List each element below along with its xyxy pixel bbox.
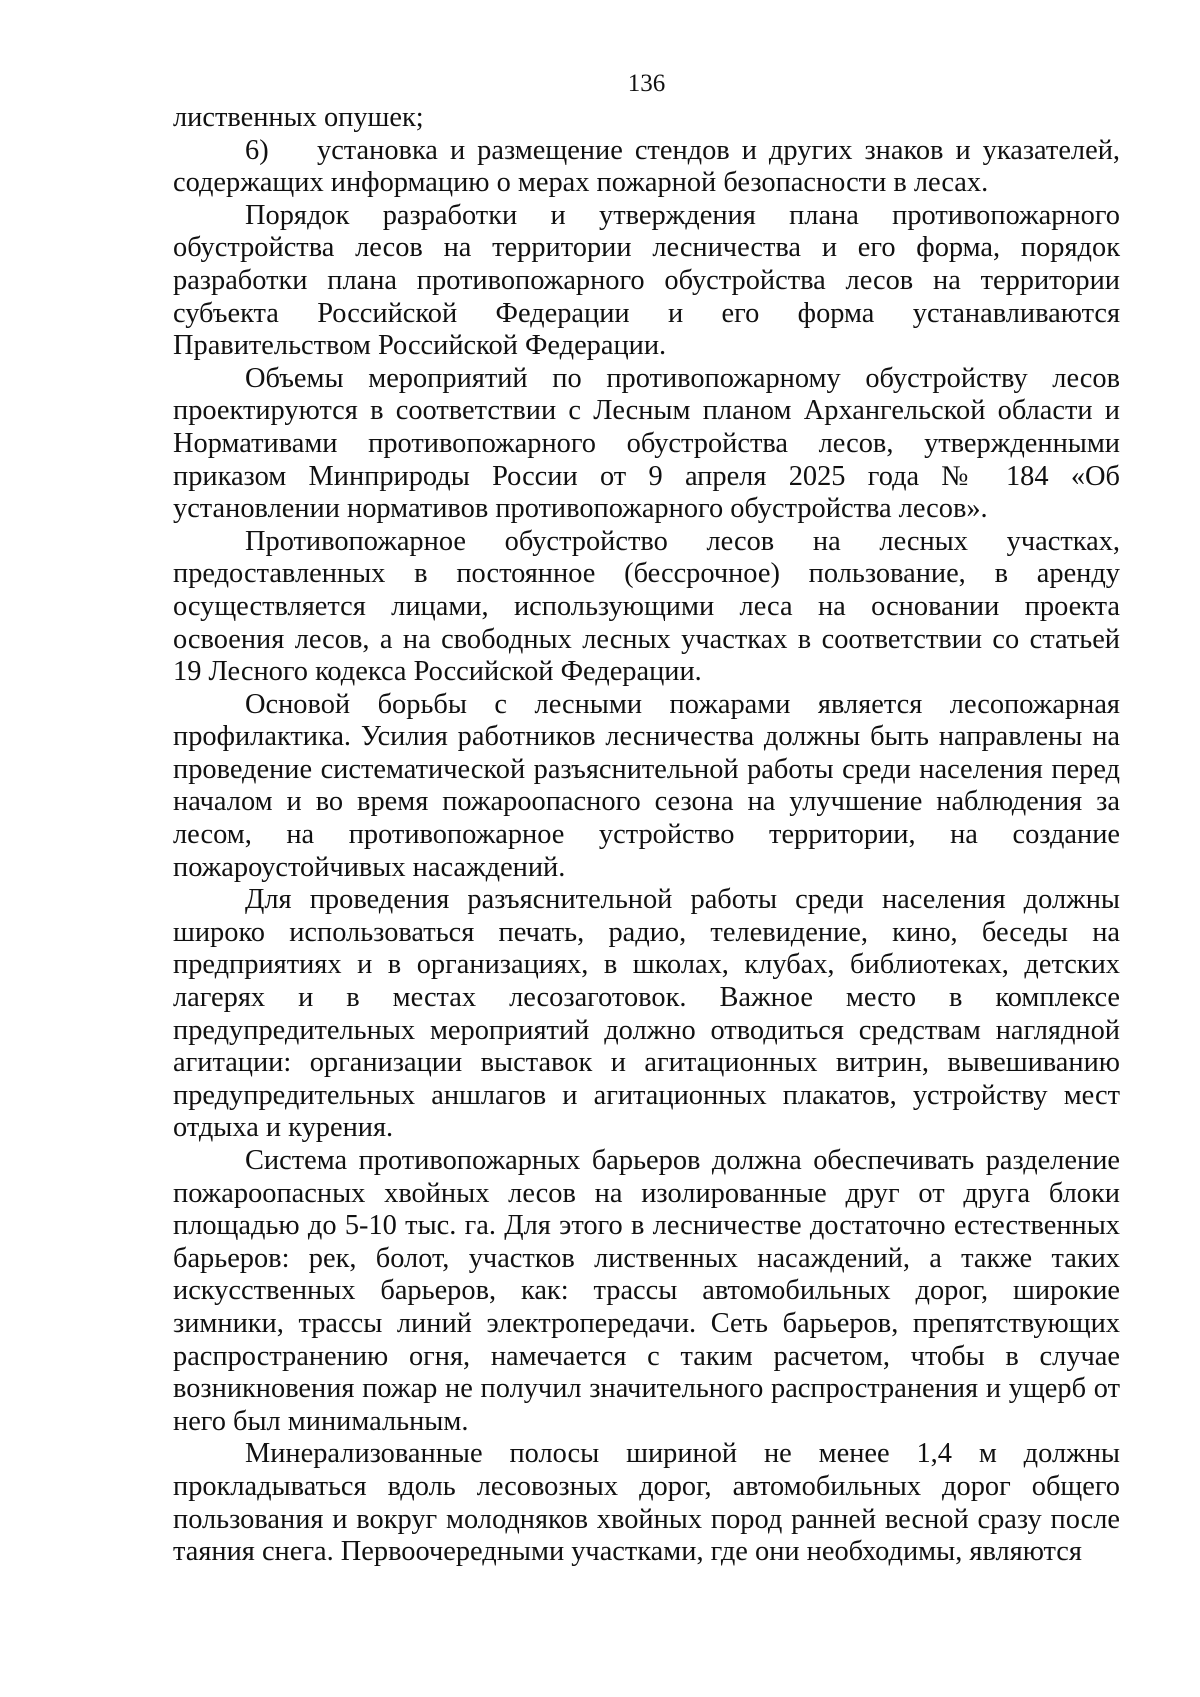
- document-page: [173, 68, 1120, 1569]
- paragraph-plan-procedure: Порядок разработки и утверждения плана противопожарного обустройства лесов на территории лесничества и его форма, порядок разработки плана противопожарного обустройства лесов на территории субъекта Российской Федерации и его форма устанавливаются Правительством Российской Федерации.: [173, 199, 1120, 362]
- paragraph-continuation: лиственных опушек;: [173, 102, 424, 133]
- list-item-text: установка и размещение стендов и других знаков и указателей, содержащих информацию о мерах пожарной безопасности в лесах.: [173, 134, 1120, 199]
- list-item-number: 6): [245, 134, 269, 166]
- paragraph-prevention: Основой борьбы с лесными пожарами является лесопожарная профилактика. Усилия работников лесничества должны быть направлены на проведение систематической разъяснительной работы среди населения перед началом и во время пожароопасного сезона на улучшение наблюдения за лесом, на противопожарное устройство территории, на создание пожароустойчивых насаждений.: [173, 688, 1120, 883]
- page-number: 136: [627, 70, 666, 97]
- paragraph-leased-plots: Противопожарное обустройство лесов на лесных участках, предоставленных в постоянное (бессрочное) пользование, в аренду осуществляется лицами, использующими леса на основании проекта освоения лесов, а на свободных лесных участках в соответствии со статьей 19 Лесного кодекса Российской Федерации.: [173, 525, 1120, 688]
- paragraph-barriers: Система противопожарных барьеров должна обеспечивать разделение пожароопасных хвойных лесов на изолированные друг от друга блоки площадью до 5-10 тыс. га. Для этого в лесничестве достаточно естественных барьеров: рек, болот, участков лиственных насаждений, а также таких искусственных барьеров, как: трассы автомобильных дорог, широкие зимники, трассы линий электропередачи. Сеть барьеров, препятствующих распространению огня, намечается с таким расчетом, чтобы в случае возникновения пожар не получил значительного распространения и ущерб от него был минимальным.: [173, 1145, 1120, 1437]
- paragraph-outreach: Для проведения разъяснительной работы среди населения должны широко использоваться печать, радио, телевидение, кино, беседы на предприятиях и в организациях, в школах, клубах, библиотеках, детских лагерях и в местах лесозаготовок. Важное место в комплексе предупредительных мероприятий должно отводиться средствам наглядной агитации: организации выставок и агитационных витрин, вывешиванию предупредительных аншлагов и агитационных плакатов, устройству мест отдыха и курения.: [173, 884, 1120, 1144]
- paragraph-mineral-strips: Минерализованные полосы шириной не менее 1,4 м должны прокладываться вдоль лесовозных дорог, автомобильных дорог общего пользования и вокруг молодняков хвойных пород ранней весной сразу после таяния снега. Первоочередными участками, где они необходимы, являются: [173, 1438, 1120, 1568]
- paragraph-volumes: Объемы мероприятий по противопожарному обустройству лесов проектируются в соответствии с Лесным планом Архангельской области и Нормативами противопожарного обустройства лесов, утвержденными приказом Минприроды России от 9 апреля 2025 года № 184 «Об установлении нормативов противопожарного обустройства лесов».: [173, 362, 1120, 525]
- document-body: [173, 102, 1120, 1569]
- list-item-6: [173, 135, 1120, 200]
